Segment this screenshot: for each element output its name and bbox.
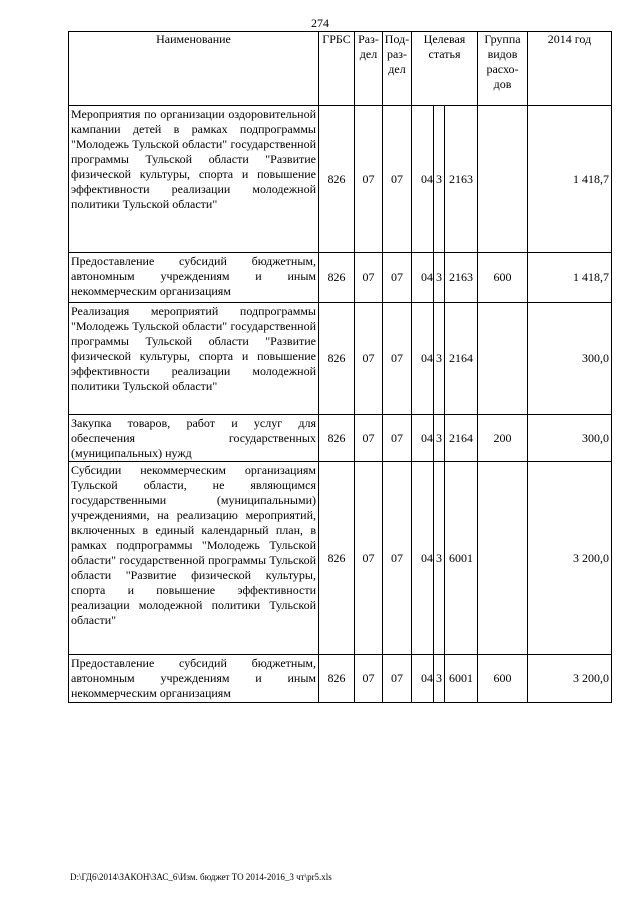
row-article-program: 04 [421, 655, 434, 703]
header-grbs: ГРБС [319, 32, 355, 106]
page-number: 274 [311, 16, 329, 30]
header-podrazdel: Под- раз- дел [383, 32, 412, 106]
row-razdel: 07 [355, 415, 383, 462]
row-podrazdel: 07 [383, 303, 412, 415]
row-amount: 3 200,0 [528, 655, 612, 703]
row-article-program: 04 [421, 462, 434, 655]
row-expense-group [478, 303, 528, 415]
row-amount: 1 418,7 [528, 253, 612, 303]
row-podrazdel: 07 [383, 415, 412, 462]
row-name: Мероприятия по организации оздоровительной кампании детей в рамках подпрограммы "Молодежь Тульской области" государственной программы Тульской области "Развитие физической культуры, спорта и повышение эффективности реализации молодежной политики Тульской области" [69, 106, 319, 253]
row-grbs: 826 [319, 462, 355, 655]
row-article-blank [412, 253, 421, 303]
row-article-blank [412, 106, 421, 253]
row-grbs: 826 [319, 303, 355, 415]
row-podrazdel: 07 [383, 106, 412, 253]
row-article-program: 04 [421, 253, 434, 303]
row-article-program: 04 [421, 106, 434, 253]
row-article-subprogram: 3 [434, 655, 445, 703]
row-grbs: 826 [319, 253, 355, 303]
header-year: 2014 год [528, 32, 612, 106]
row-article-code: 6001 [445, 462, 478, 655]
row-article-program: 04 [421, 415, 434, 462]
row-name: Субсидии некоммерческим организациям Тульской области, не являющимся государственными (муниципальными) учреждениями, на реализацию мероприятий, включенных в единый календарный план, в рамках подпрограммы "Молодежь Тульской области" государственной программы Тульской области "Развитие физической культуры, спорта и повышение эффективности реализации молодежной политики Тульской области" [69, 462, 319, 655]
row-article-subprogram: 3 [434, 462, 445, 655]
row-article-code: 6001 [445, 655, 478, 703]
row-grbs: 826 [319, 655, 355, 703]
header-expense-group: Группа видов расхо- дов [478, 32, 528, 106]
row-podrazdel: 07 [383, 655, 412, 703]
row-razdel: 07 [355, 655, 383, 703]
row-grbs: 826 [319, 415, 355, 462]
row-article-code: 2164 [445, 415, 478, 462]
row-amount: 300,0 [528, 303, 612, 415]
table-row [69, 303, 612, 415]
row-expense-group [478, 462, 528, 655]
row-expense-group: 200 [478, 415, 528, 462]
file-path-footer: D:\ГД6\2014\ЗАКОН\ЗАС_6\Изм. бюджет ТО 2014-2016_3 чт\pr5.xls [70, 872, 332, 882]
row-article-blank [412, 303, 421, 415]
row-article-code: 2163 [445, 253, 478, 303]
row-grbs: 826 [319, 106, 355, 253]
row-name: Реализация мероприятий подпрограммы "Молодежь Тульской области" государственной программы Тульской области "Развитие физической культуры, спорта и повышение эффективности реализации молодежной политики Тульской области" [69, 303, 319, 415]
row-article-subprogram: 3 [434, 253, 445, 303]
row-article-blank [412, 462, 421, 655]
row-razdel: 07 [355, 303, 383, 415]
header-row [69, 32, 612, 106]
row-article-subprogram: 3 [434, 415, 445, 462]
row-name: Закупка товаров, работ и услуг для обеспечения государственных (муниципальных) нужд [69, 415, 319, 462]
row-name: Предоставление субсидий бюджетным, автономным учреждениям и иным некоммерческим организациям [69, 655, 319, 703]
row-amount: 300,0 [528, 415, 612, 462]
table-row [69, 106, 612, 253]
table-row [69, 655, 612, 703]
row-razdel: 07 [355, 106, 383, 253]
row-article-code: 2164 [445, 303, 478, 415]
header-target-article: Целевая статья [412, 32, 478, 106]
row-article-subprogram: 3 [434, 106, 445, 253]
table-row [69, 462, 612, 655]
table-row [69, 253, 612, 303]
row-article-code: 2163 [445, 106, 478, 253]
row-expense-group: 600 [478, 655, 528, 703]
row-article-blank [412, 415, 421, 462]
row-amount: 1 418,7 [528, 106, 612, 253]
budget-table [68, 31, 612, 703]
row-razdel: 07 [355, 253, 383, 303]
row-amount: 3 200,0 [528, 462, 612, 655]
header-razdel: Раз- дел [355, 32, 383, 106]
row-podrazdel: 07 [383, 462, 412, 655]
row-article-subprogram: 3 [434, 303, 445, 415]
row-expense-group: 600 [478, 253, 528, 303]
row-article-program: 04 [421, 303, 434, 415]
row-name: Предоставление субсидий бюджетным, автономным учреждениям и иным некоммерческим организациям [69, 253, 319, 303]
row-razdel: 07 [355, 462, 383, 655]
row-podrazdel: 07 [383, 253, 412, 303]
header-name: Наименование [69, 32, 319, 106]
table-row [69, 415, 612, 462]
row-article-blank [412, 655, 421, 703]
row-expense-group [478, 106, 528, 253]
